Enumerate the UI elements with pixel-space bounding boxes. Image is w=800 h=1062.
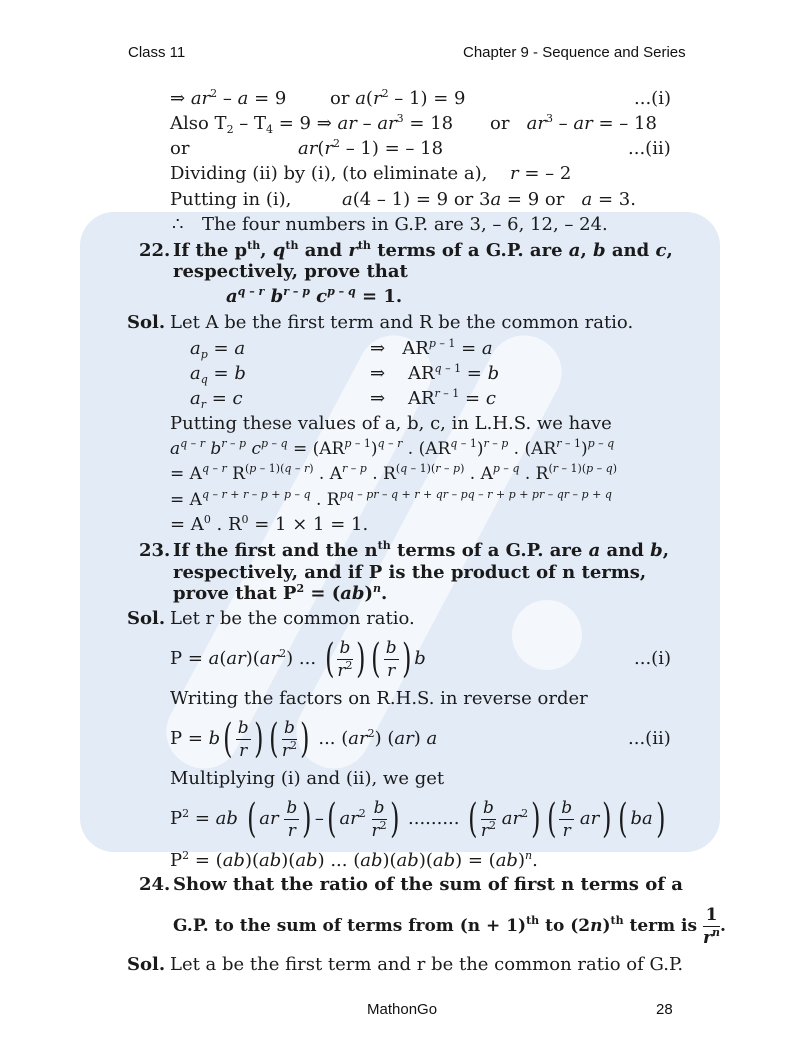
question-number: 23. [139,540,171,561]
page-number: 28 [656,1001,673,1018]
also-text: Also T [170,113,227,134]
or-word: or [330,88,350,109]
equation-ref: ...(ii) [628,728,671,749]
equation-ref: ...(ii) [628,138,671,159]
four-numbers-text: The four numbers in G.P. are 3, – 6, 12, – 24. [202,214,608,235]
q23-line3: prove that P [173,583,297,604]
q22-line2: respectively, prove that [173,261,408,282]
sol-label: Sol. [127,312,166,333]
watermark-dot [512,600,582,670]
q24-line1: Show that the ratio of the sum of first n terms of a [173,874,683,895]
sol-label: Sol. [127,608,166,629]
footer-brand: MathonGo [367,1001,438,1018]
sol23-text: Let r be the common ratio. [170,608,415,629]
equation-ref: ...(i) [634,88,671,109]
class-label: Class 11 [128,44,186,61]
question-number: 24. [139,874,171,895]
sol22-text: Let A be the first term and R be the common ratio. [170,312,634,333]
chapter-title: Chapter 9 - Sequence and Series [463,44,686,61]
q23-line2: respectively, and if P is the product of n terms, [173,562,647,583]
question-number: 22. [139,240,171,261]
sol24-text: Let a be the first term and r be the common ratio of G.P. [170,954,684,975]
dividing-text: Dividing (ii) by (i), (to eliminate a), [170,163,488,184]
putting-values-text: Putting these values of a, b, c, in L.H.S. we have [170,413,612,434]
sol-label: Sol. [127,954,166,975]
reverse-text: Writing the factors on R.H.S. in reverse order [170,688,588,709]
putting-in-text: Putting in (i), [170,189,292,210]
multiplying-text: Multiplying (i) and (ii), we get [170,768,445,789]
equation-ref: ...(i) [634,648,671,669]
q22-line1: If the p [173,240,248,261]
q23-line1: If the first and the n [173,540,378,561]
q24-line2: G.P. to the sum of terms from (n + 1) [173,916,527,936]
